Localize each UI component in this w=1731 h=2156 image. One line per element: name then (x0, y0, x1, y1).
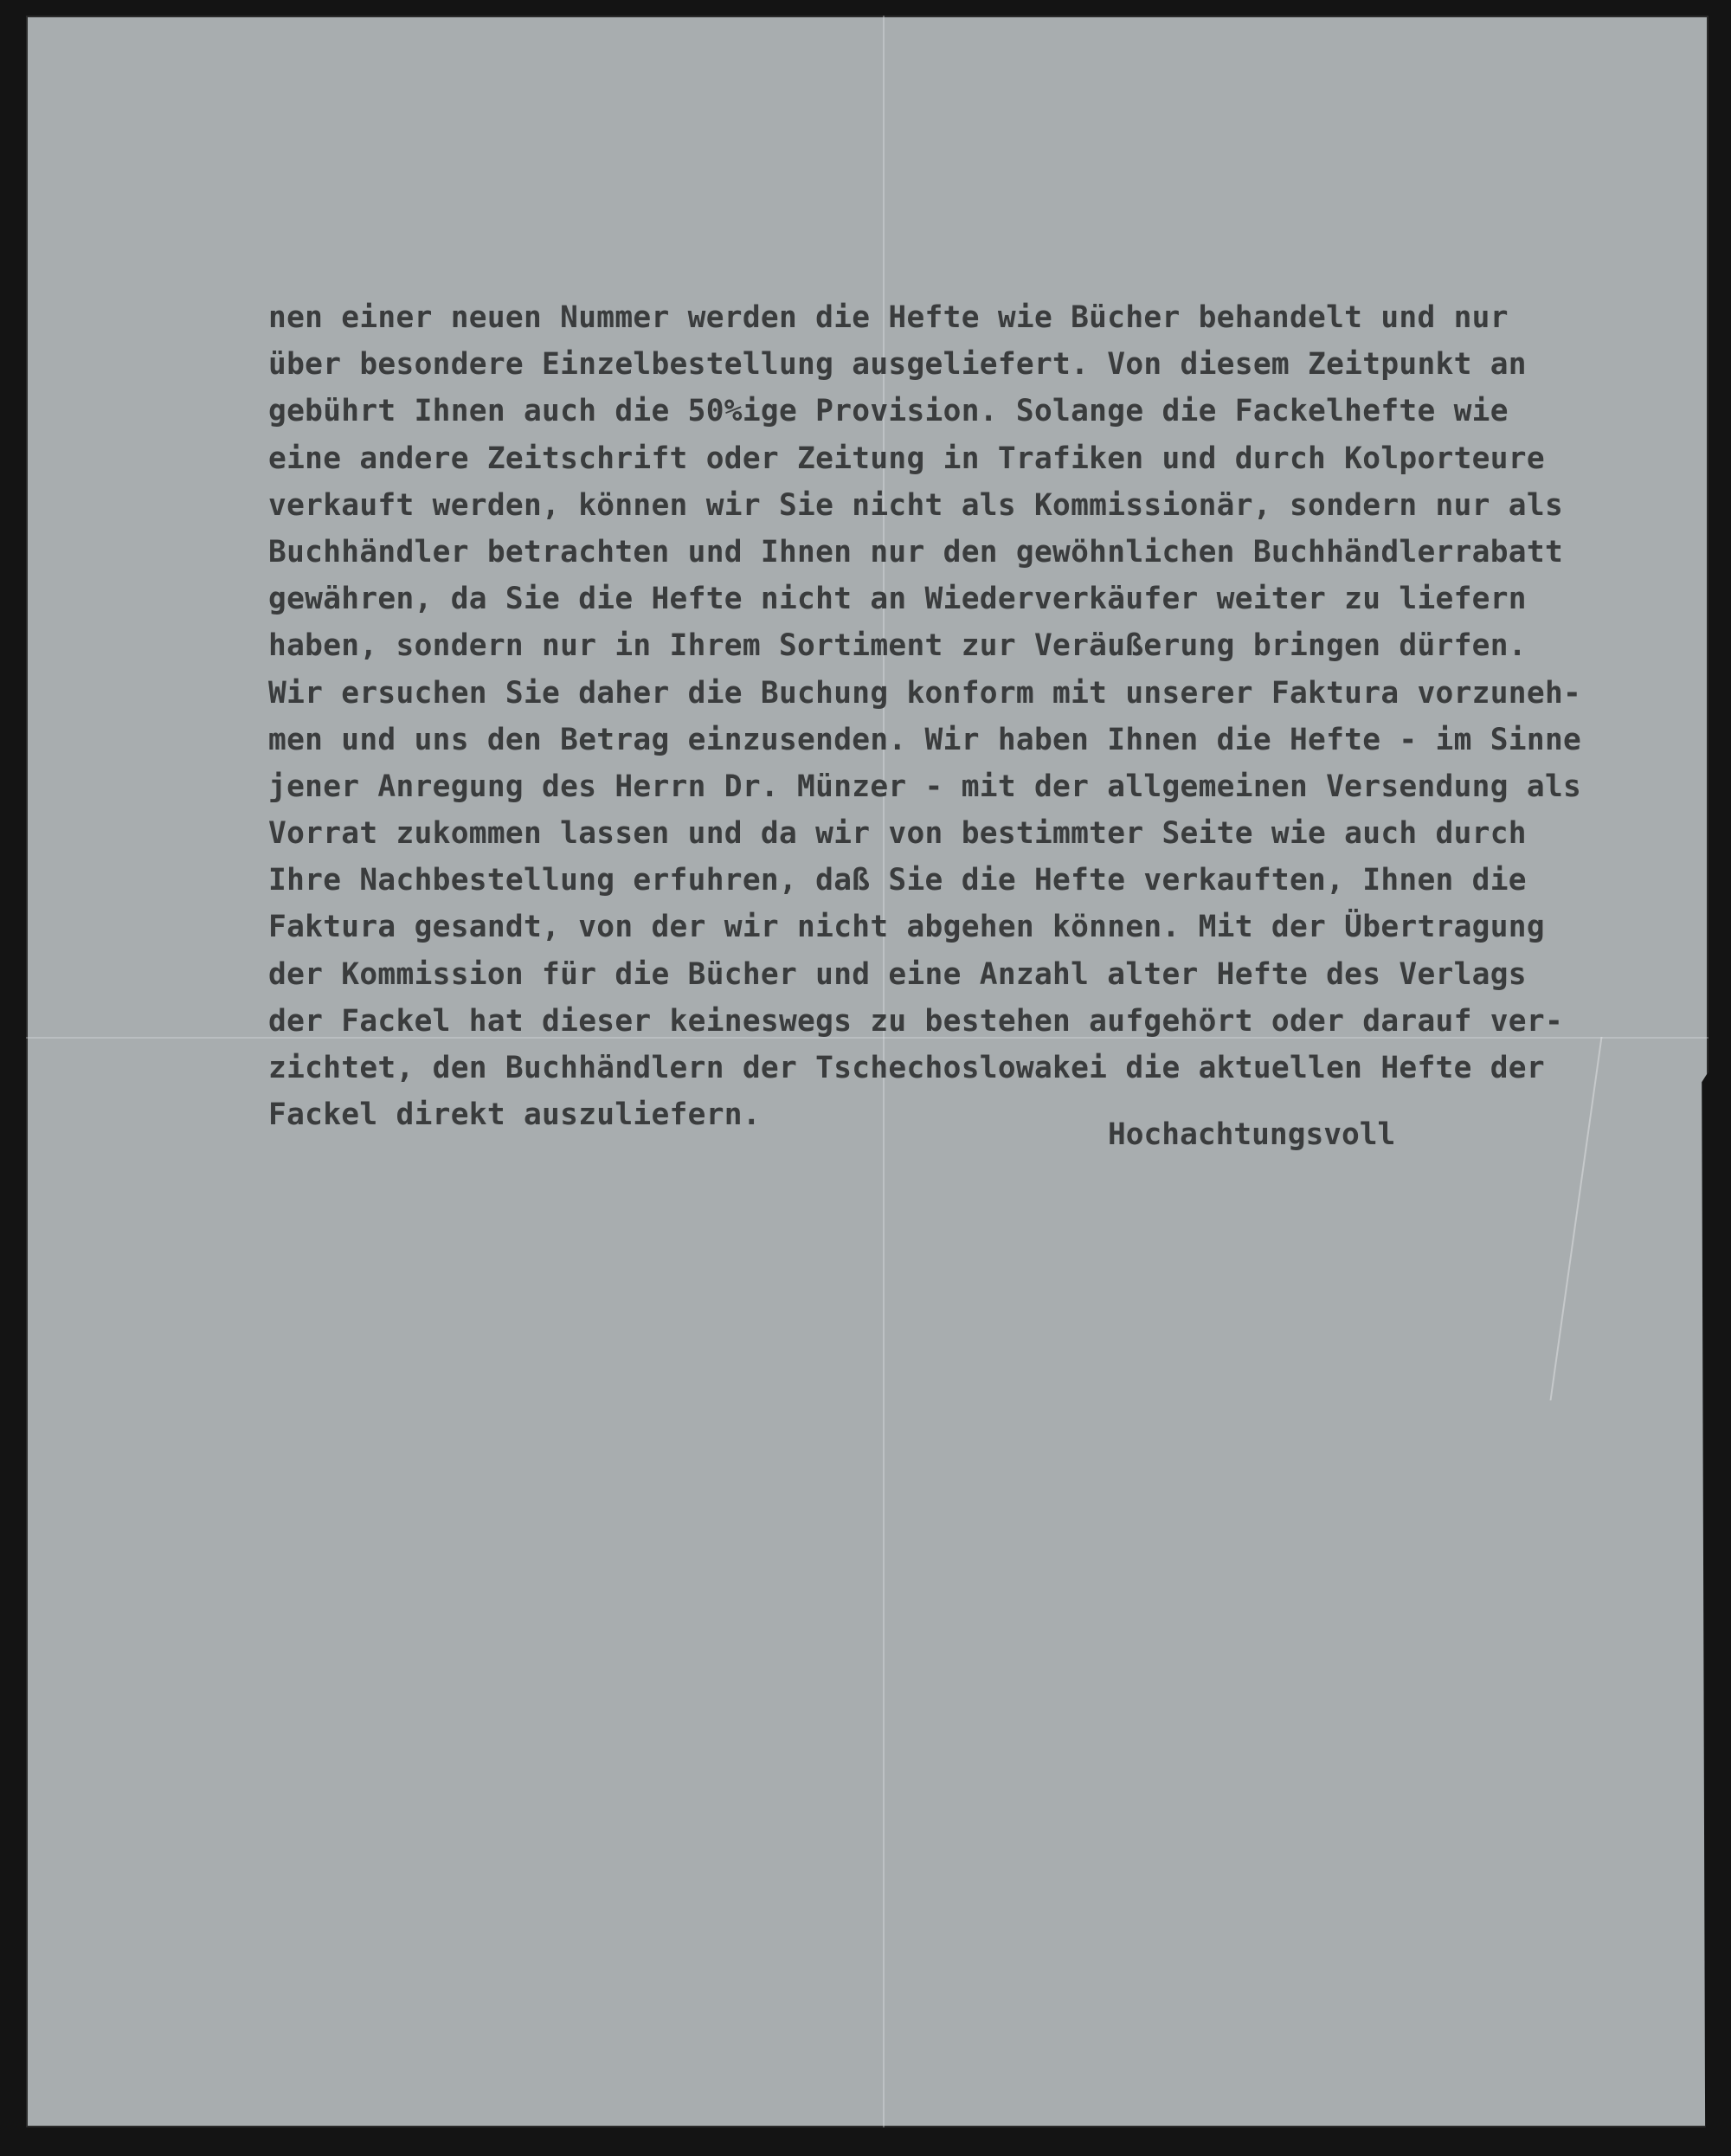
letter-body (268, 294, 1653, 1138)
text-line: Ihre Nachbestellung erfuhren, daß Sie die Hefte verkauften, Ihnen die (268, 863, 1527, 898)
text-line: eine andere Zeitschrift oder Zeitung in Trafiken und durch Kolporteure (268, 441, 1545, 476)
text-line: gewähren, da Sie die Hefte nicht an Wiederverkäufer weiter zu liefern (268, 582, 1527, 617)
text-line: haben, sondern nur in Ihrem Sortiment zur Veräußerung bringen dürfen. (268, 628, 1527, 664)
text-line: jener Anregung des Herrn Dr. Münzer - mit der allgemeinen Versendung als (268, 769, 1582, 804)
text-line: der Fackel hat dieser keineswegs zu bestehen aufgehört oder darauf ver- (268, 1003, 1564, 1039)
text-line: Wir ersuchen Sie daher die Buchung konform mit unserer Faktura vorzuneh- (268, 675, 1582, 711)
text-line: Faktura gesandt, von der wir nicht abgehen können. Mit der Übertragung (268, 910, 1545, 945)
text-line: nen einer neuen Nummer werden die Hefte wie Bücher behandelt und nur (268, 300, 1509, 335)
text-line: der Kommission für die Bücher und eine Anzahl alter Hefte des Verlags (268, 956, 1527, 992)
text-line: men und uns den Betrag einzusenden. Wir haben Ihnen die Hefte - im Sinne (268, 722, 1582, 757)
text-line: Vorrat zukommen lassen und da wir von bestimmter Seite wie auch durch (268, 816, 1527, 852)
text-line: zichtet, den Buchhändlern der Tschechoslowakei die aktuellen Hefte der (268, 1051, 1545, 1085)
text-line: verkauft werden, können wir Sie nicht als Kommissionär, sondern nur als (268, 487, 1564, 523)
closing-salutation: Hochachtungsvoll (1108, 1117, 1396, 1152)
text-line: Fackel direkt auszuliefern. (268, 1097, 761, 1133)
text-line: über besondere Einzelbestellung ausgeliefert. Von diesem Zeitpunkt an (268, 347, 1527, 383)
text-line: Buchhändler betrachten und Ihnen nur den gewöhnlichen Buchhändlerrabatt (268, 534, 1564, 570)
text-line: gebührt Ihnen auch die 50%ige Provision. Solange die Fackelhefte wie (268, 394, 1509, 429)
